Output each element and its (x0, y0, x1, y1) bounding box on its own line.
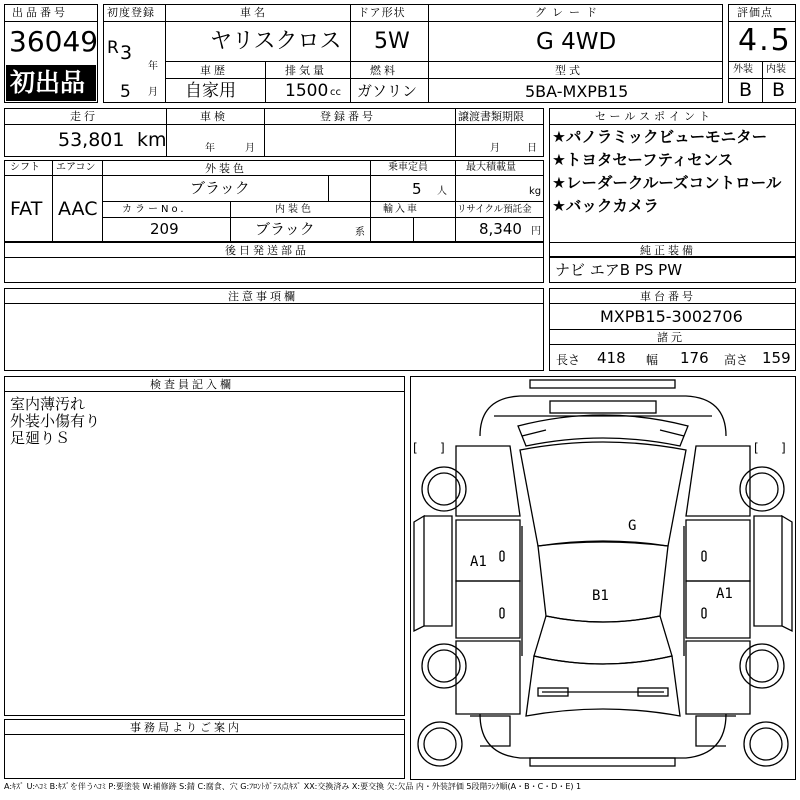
equipment-label: 純正装備 (640, 244, 696, 257)
width-label: 幅 (646, 353, 659, 367)
disp-unit: cc (330, 87, 341, 98)
colorno: 209 (150, 220, 179, 238)
ext-grade: B (739, 79, 753, 101)
first-listing-label: 初出品 (10, 68, 86, 97)
name-label: 車名 (240, 6, 268, 19)
intcolor-label: 内装色 (275, 204, 314, 215)
recycle-fee: 8,340 (479, 220, 522, 238)
capacity-label: 乗車定員 (388, 162, 428, 173)
color-label: 外装色 (205, 162, 247, 175)
lot-number: 36049 (9, 25, 99, 58)
colorno-label: カラーNo. (122, 204, 187, 215)
sales-point-4: ★バックカメラ (552, 197, 659, 215)
inspection-year-unit: 年 (205, 143, 215, 154)
transfer-month-unit: 月 (490, 143, 500, 154)
fuel-label: 燃料 (370, 64, 398, 77)
length: 418 (597, 349, 626, 367)
sales-point-3: ★レーダークルーズコントロール (552, 174, 782, 192)
displacement: 1500 (285, 81, 329, 101)
capacity-unit: 人 (437, 186, 447, 197)
model-code: 5BA-MXPB15 (525, 82, 629, 101)
sales-point-1: ★パノラミックビューモニター (552, 128, 768, 146)
recycle-label: リサイクル預託金 (457, 204, 532, 215)
inspection-label: 車検 (200, 110, 228, 123)
sales-point-2: ★トヨタセーフティセンス (552, 151, 734, 169)
svg-text:[: [ (413, 441, 418, 455)
svg-text:[: [ (754, 441, 759, 455)
chassis-label: 車台番号 (640, 290, 696, 303)
doors-label: ドア形状 (358, 6, 406, 19)
car-diagram (410, 376, 796, 785)
shift: FAT (10, 198, 43, 220)
reg-label: 初度登録 (107, 6, 155, 19)
equipment: ナビ エアB PS PW (555, 261, 683, 279)
shift-label: シフト (10, 162, 40, 173)
reg-era: R (107, 38, 119, 58)
mark-left-door: A1 (470, 554, 487, 570)
inspector-line-2: 外装小傷有り (10, 412, 101, 430)
reg-month: 5 (120, 82, 131, 102)
height-label: 高さ (724, 353, 749, 367)
history: 自家用 (185, 81, 236, 101)
int-label: 内装 (766, 64, 786, 75)
history-label: 車歴 (200, 64, 228, 77)
lot-label: 出品番号 (12, 6, 68, 19)
load-label: 最大積載量 (466, 162, 516, 173)
mileage-label: 走行 (70, 110, 98, 123)
capacity: 5 (412, 180, 422, 198)
transfer-day-unit: 日 (527, 143, 537, 154)
ac-label: エアコン (56, 162, 96, 173)
score-label: 評価点 (737, 6, 773, 19)
regno-label: 登録番号 (320, 110, 376, 123)
length-label: 長さ (556, 353, 581, 367)
intcolor: ブラック (255, 220, 315, 238)
int-grade: B (772, 79, 786, 101)
mileage-unit: km (137, 129, 167, 151)
mark-right-door: A1 (716, 586, 733, 602)
mileage: 53,801 (58, 129, 125, 151)
later-parts-label: 後日発送部品 (225, 244, 309, 257)
doors: 5W (374, 29, 410, 54)
notes-label: 注意事項欄 (228, 290, 298, 303)
grade-label: グレード (535, 6, 603, 19)
model-label: 型式 (555, 64, 583, 77)
transfer-label: 譲渡書類期限 (458, 110, 524, 123)
color: ブラック (190, 179, 250, 197)
inspector-label: 検査員記入欄 (150, 378, 234, 391)
inspector-line-3: 足廻りＳ (10, 429, 71, 447)
reg-year: 3 (120, 42, 133, 64)
legend: A:ｷｽﾞ U:ﾍｺﾐ B:ｷｽﾞを伴うﾍｺﾐ P:要塗装 W:補修跡 S:錆 C:腐食、穴 G:ﾌﾛﾝﾄｶﾞﾗｽ点ｷｽﾞ XX:交換済み X:要交換 欠:欠品 内・外装評価 5段階ﾗﾝｸ順(A・B・C・D・E) 1 (4, 782, 582, 791)
mark-hood: G (628, 518, 637, 534)
disp-label: 排気量 (285, 64, 327, 77)
import-label: 輸入車 (383, 204, 419, 215)
width: 176 (680, 349, 709, 367)
office-label: 事務局よりご案内 (130, 721, 242, 734)
load-unit: kg (529, 186, 542, 197)
year-unit: 年 (148, 61, 158, 72)
vehicle-name: ヤリスクロス (210, 29, 342, 54)
inspection-month-unit: 月 (245, 143, 255, 154)
inspector-line-1: 室内薄汚れ (10, 395, 86, 413)
month-unit: 月 (148, 87, 158, 98)
score: 4.5 (738, 23, 792, 58)
fuel: ガソリン (357, 82, 418, 100)
svg-text:]: ] (440, 441, 445, 455)
grade: G 4WD (536, 29, 617, 55)
mark-roof: B1 (592, 588, 609, 604)
svg-text:]: ] (781, 441, 786, 455)
dims-label: 諸元 (657, 331, 685, 344)
chassis-number: MXPB15-3002706 (600, 307, 743, 326)
recycle-unit: 円 (531, 226, 541, 237)
intcolor-unit: 系 (355, 227, 365, 238)
ac: AAC (58, 198, 98, 220)
sales-points-label: セールスポイント (595, 110, 715, 123)
ext-label: 外装 (733, 64, 753, 75)
height: 159 (762, 349, 791, 367)
